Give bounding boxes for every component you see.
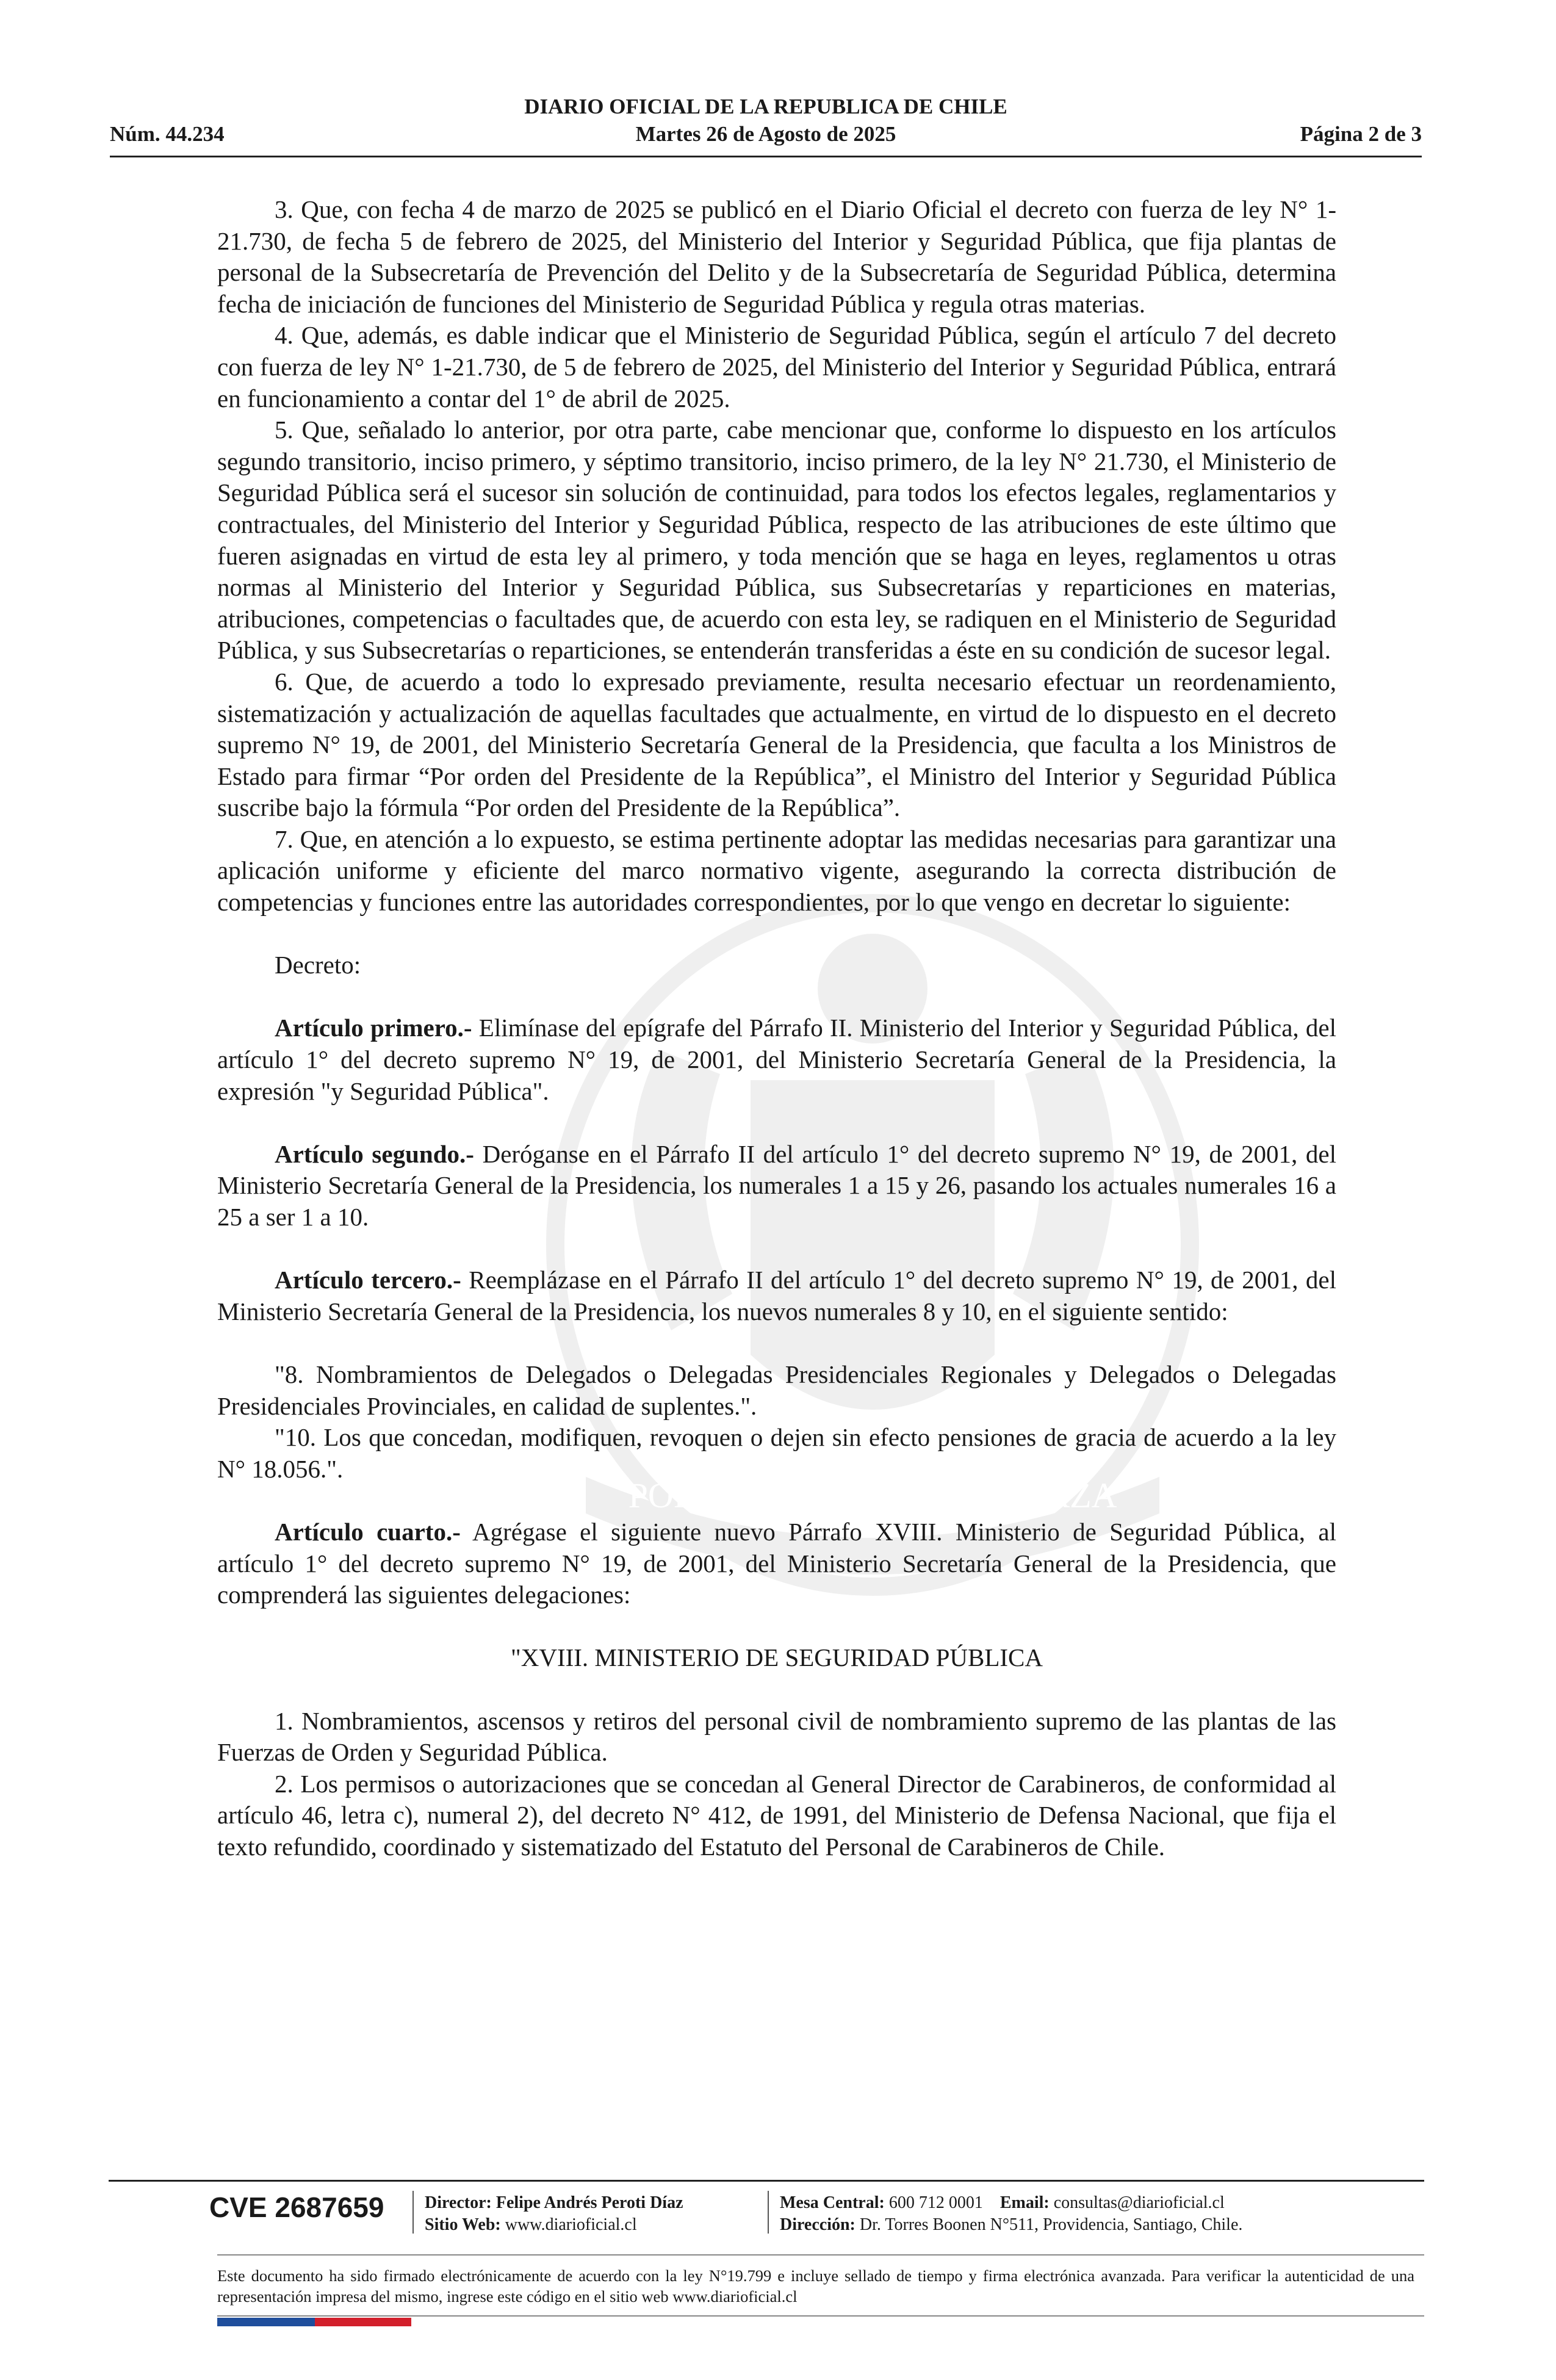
footer-divider-bottom bbox=[217, 2315, 1424, 2317]
paragraph-4: 4. Que, además, es dable indicar que el Ministerio de Seguridad Pública, según el artículo 7 del decreto con fuerza de ley N° 1-21.730, de 5 de febrero de 2025, del Ministerio del Interior y Seguridad Pública, entrará en funcionamiento a contar del 1° de abril de 2025. bbox=[217, 321, 1336, 413]
article-1-label: Artículo primero.- bbox=[275, 1014, 472, 1042]
footer-separator bbox=[768, 2191, 769, 2234]
cve-code: CVE 2687659 bbox=[209, 2191, 384, 2223]
page-header bbox=[110, 95, 1422, 162]
document-body bbox=[217, 194, 1336, 1863]
website-link[interactable]: www.diarioficial.cl bbox=[505, 2215, 637, 2234]
article-4 bbox=[217, 1516, 1336, 1611]
paragraph-5: 5. Que, señalado lo anterior, por otra parte, cabe mencionar que, conforme lo dispuesto en los artículos segundo transitorio, inciso primero, y séptimo transitorio, inciso primero, de la ley N° 21.730, el Ministerio de Seguridad Pública será el sucesor sin solución de continuidad, para todos los efectos legales, reglamentarios y contractuales, del Ministerio del Interior y Seguridad Pública, respecto de las atribuciones de este último que fueren asignadas en virtud de esta ley al primero, y toda mención que se haga en leyes, reglamentos u otras normas al Ministerio del Interior y Seguridad Pública, sus Subsecretarías y reparticiones en materias, atribuciones, competencias o facultades que, de acuerdo con esta ley, se radiquen en el Ministerio de Seguridad Pública, y sus Subsecretarías o reparticiones, se entenderán transferidas a éste en su condición de sucesor legal. bbox=[217, 416, 1336, 665]
website-label: Sitio Web: bbox=[425, 2215, 501, 2234]
flag-color-bar bbox=[217, 2318, 411, 2326]
header-divider bbox=[110, 156, 1422, 157]
article-3 bbox=[217, 1264, 1336, 1327]
quoted-numeral-10: "10. Los que concedan, modifiquen, revoquen o dejen sin efecto pensiones de gracia de acuerdo a la ley N° 18.056.". bbox=[217, 1423, 1336, 1483]
address-label: Dirección: bbox=[780, 2215, 855, 2234]
gazette-title: DIARIO OFICIAL DE LA REPUBLICA DE CHILE bbox=[524, 95, 1007, 118]
decree-heading: Decreto: bbox=[275, 951, 361, 979]
article-2 bbox=[217, 1139, 1336, 1233]
motto-text: POR LA RAZÓN O LA FUERZA bbox=[628, 1476, 1117, 1515]
issue-number: Núm. 44.234 bbox=[110, 122, 225, 146]
footer-separator bbox=[412, 2191, 414, 2234]
delegation-item-2: 2. Los permisos o autorizaciones que se concedan al General Director de Carabineros, de conformidad al artículo 46, letra c), numeral 2), del decreto N° 412, de 1991, del Ministerio de Defensa Nacional, que fija el texto refundido, coordinado y sistematizado del Estatuto del Personal de Carabineros de Chile. bbox=[217, 1769, 1336, 1861]
footer-contact-right bbox=[780, 2192, 1242, 2236]
flag-blue-segment bbox=[217, 2318, 315, 2326]
article-3-text: Reemplázase en el Párrafo II del artículo 1° del decreto supremo N° 19, de 2001, del Ministerio Secretaría General de la Presidencia, los nuevos numerales 8 y 10, en el siguiente sentido: bbox=[217, 1266, 1336, 1325]
email-label: Email: bbox=[1000, 2193, 1050, 2212]
email-link[interactable]: consultas@diarioficial.cl bbox=[1053, 2193, 1225, 2212]
paragraph-6: 6. Que, de acuerdo a todo lo expresado previamente, resulta necesario efectuar un reordenamiento, sistematización y actualización de aquellas facultades que actualmente, en virtud de lo dispuesto en el decreto supremo N° 19, de 2001, del Ministerio Secretaría General de la Presidencia, que faculta a los Ministros de Estado para firmar “Por orden del Presidente de la República”, el Ministro del Interior y Seguridad Pública suscribe bajo la fórmula “Por orden del Presidente de la República”. bbox=[217, 667, 1336, 822]
issue-date: Martes 26 de Agosto de 2025 bbox=[635, 122, 896, 146]
flag-red-segment bbox=[315, 2318, 411, 2326]
article-4-label: Artículo cuarto.- bbox=[275, 1517, 461, 1546]
delegation-item-1: 1. Nombramientos, ascensos y retiros del personal civil de nombramiento supremo de las plantas de las Fuerzas de Orden y Seguridad Pública. bbox=[217, 1706, 1336, 1767]
paragraph-3: 3. Que, con fecha 4 de marzo de 2025 se publicó en el Diario Oficial el decreto con fuerza de ley N° 1-21.730, de fecha 5 de febrero de 2025, del Ministerio del Interior y Seguridad Pública, que fija plantas de personal de la Subsecretaría de Prevención del Delito y de la Subsecretaría de Seguridad Pública, determina fecha de iniciación de funciones del Ministerio de Seguridad Pública y regula otras materias. bbox=[217, 195, 1336, 318]
page-indicator: Página 2 de 3 bbox=[1300, 122, 1422, 146]
legal-notice: Este documento ha sido firmado electrónicamente de acuerdo con la ley N°19.799 e incluye sellado de tiempo y firma electrónica avanzada. Para verificar la autenticidad de una representación impresa del mismo, ingrese este código en el sitio web www.diarioficial.cl bbox=[217, 2266, 1414, 2306]
phone-label: Mesa Central: bbox=[780, 2193, 885, 2212]
article-2-label: Artículo segundo.- bbox=[275, 1139, 474, 1168]
article-3-label: Artículo tercero.- bbox=[275, 1266, 461, 1294]
director-name: Felipe Andrés Peroti Díaz bbox=[495, 2193, 683, 2212]
footer-divider-top bbox=[109, 2180, 1424, 2182]
section-title: "XVIII. MINISTERIO DE SEGURIDAD PÚBLICA bbox=[511, 1643, 1043, 1672]
article-1 bbox=[217, 1012, 1336, 1107]
article-1-text: Elimínase del epígrafe del Párrafo II. Ministerio del Interior y Seguridad Pública, del artículo 1° del decreto supremo N° 19, de 2001, del Ministerio Secretaría General de la Presidencia, la expresión "y Seguridad Pública". bbox=[217, 1014, 1336, 1105]
footer-divider-mid bbox=[217, 2254, 1424, 2256]
quoted-numeral-8: "8. Nombramientos de Delegados o Delegadas Presidenciales Regionales y Delegados o Delegadas Presidenciales Provinciales, en calidad de suplentes.". bbox=[217, 1360, 1336, 1420]
paragraph-7: 7. Que, en atención a lo expuesto, se estima pertinente adoptar las medidas necesarias para garantizar una aplicación uniforme y eficiente del marco normativo vigente, asegurando la correcta distribución de competencias y funciones entre las autoridades correspondientes, por lo que vengo en decretar lo siguiente: bbox=[217, 824, 1336, 917]
address-text: Dr. Torres Boonen N°511, Providencia, Santiago, Chile. bbox=[859, 2215, 1243, 2234]
article-2-text: Deróganse en el Párrafo II del artículo 1° del decreto supremo N° 19, de 2001, del Ministerio Secretaría General de la Presidencia, los numerales 1 a 15 y 26, pasando los actuales numerales 16 a 25 a ser 1 a 10. bbox=[217, 1139, 1336, 1231]
footer-contact-left bbox=[425, 2192, 683, 2236]
director-label: Director: bbox=[425, 2193, 492, 2212]
phone-number: 600 712 0001 bbox=[888, 2193, 983, 2212]
article-4-text: Agrégase el siguiente nuevo Párrafo XVIII. Ministerio de Seguridad Pública, al artículo 1° del decreto supremo N° 19, de 2001, del Ministerio Secretaría General de la Presidencia, que comprenderá las siguientes delegaciones: bbox=[217, 1517, 1337, 1609]
